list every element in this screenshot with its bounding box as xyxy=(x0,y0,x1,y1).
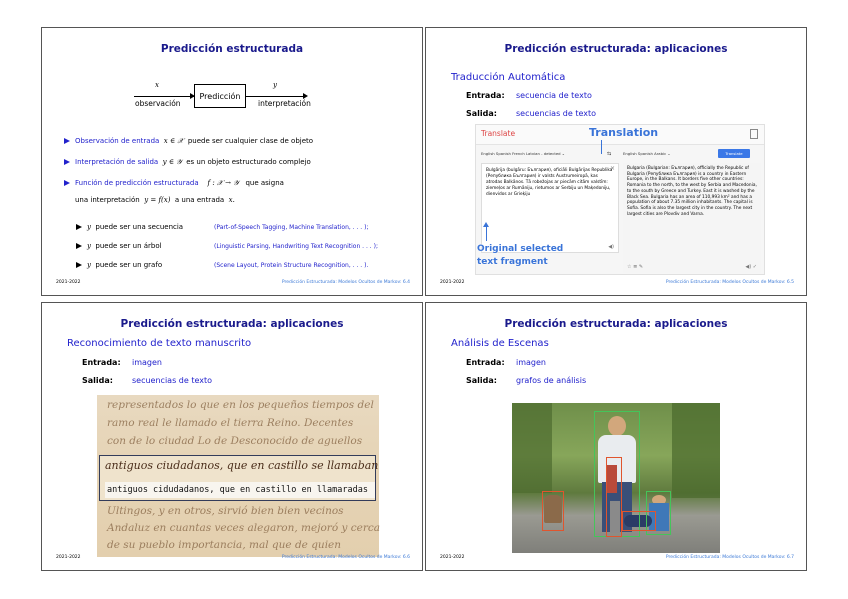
diagram-x-label: x xyxy=(155,81,159,89)
output-row xyxy=(466,376,586,385)
output-value: secuencias de texto xyxy=(132,376,213,385)
speaker-icon: ◀) ✓ xyxy=(745,264,757,271)
slide-analisis-escenas xyxy=(425,302,807,571)
footer-course: Predicción Estructurada: Modelos Ocultos de Markov: 6.6 xyxy=(281,555,410,560)
output-label: Salida: xyxy=(466,376,497,385)
input-label: Entrada: xyxy=(82,358,121,367)
target-text: Bulgaria (Bulgarian: България), officially the Republic of Bulgaria (Република България) is a country in Eastern Europe, in the Balkans. It borders five other countries: Romania to the north, to the west by Serbia and Macedonia, to the south by Greece and Turkey. East it is washed by the Black Sea. Bulgaria has an area of 110,993 km² and has a population of about 7.35 million inhabitants. The capital is Sofia. Sofia is also the largest city in the country. The next largest cities are Plovdiv and Varna. xyxy=(627,166,757,217)
source-text: Bulgārija (bulgāru: България), oficiāli Bulgārijas Republika (Република България) ir valsts Austrumeiropā, kas atrodas Balkānos. Tā robežojas ar piecām citām valstīm: ziemeļos ar Rumāniju, rietumos ar Serbiju un Maķedoniju, dienvidos ar Grieķiju xyxy=(486,168,613,197)
slide-traduccion-automatica xyxy=(425,27,807,296)
input-value: imagen xyxy=(516,358,546,367)
bullet-text: a una entrada xyxy=(174,196,225,204)
output-label: Salida: xyxy=(466,109,497,118)
input-row xyxy=(466,91,592,100)
bullet-interpretacion xyxy=(64,158,311,167)
slide-title: Predicción estructurada: aplicaciones xyxy=(504,43,728,55)
slide-reconocimiento-manuscrito xyxy=(41,302,423,571)
bullet-math: x. xyxy=(228,196,235,204)
sub-bullet-text: puede ser un grafo xyxy=(95,261,163,269)
input-label: Entrada: xyxy=(466,358,505,367)
input-label: Entrada: xyxy=(466,91,505,100)
sub-bullet-arrow-icon xyxy=(76,243,82,249)
callout-original-line1: Original selected xyxy=(477,244,564,254)
slide-title: Predicción estructurada xyxy=(160,43,304,55)
section-heading: Reconocimiento de texto manuscrito xyxy=(67,338,252,349)
arrowhead-icon xyxy=(483,222,489,227)
document-icon xyxy=(750,129,758,139)
sub-bullet-text: puede ser una secuencia xyxy=(95,223,184,231)
dog-bbox xyxy=(542,491,564,531)
input-row xyxy=(82,358,162,367)
slide-title: Predicción estructurada: aplicaciones xyxy=(504,318,728,330)
bullet-arrow-icon xyxy=(64,138,70,144)
slide-title: Predicción estructurada: aplicaciones xyxy=(120,318,344,330)
leash-bbox xyxy=(606,457,622,537)
bullet-text: puede ser cualquier clase de objeto xyxy=(187,137,314,145)
footer-course: Predicción Estructurada: Modelos Ocultos de Markov: 6.5 xyxy=(665,280,794,285)
bullet-funcion xyxy=(64,179,284,188)
transcription-text: antiguos cidudadanos, que en castillo en llamaradas xyxy=(105,482,375,498)
bullet-text: Interpretación de salida xyxy=(75,158,159,166)
input-value: secuencia de texto xyxy=(516,91,592,100)
sub-bullet-text: puede ser un árbol xyxy=(95,242,162,250)
bullet-text: Función de predicción estructurada xyxy=(75,179,199,187)
translate-app-name: Translate xyxy=(481,129,516,138)
bullet-arrow-icon xyxy=(64,159,70,165)
bullet-text: es un objeto estructurado complejo xyxy=(186,158,311,166)
highlighted-handwriting: antiguos ciudadanos, que en castillo se llamaban xyxy=(105,459,379,472)
output-row xyxy=(466,109,596,118)
sub-bullet-examples: (Part-of-Speech Tagging, Machine Translation, . . . ); xyxy=(214,224,369,231)
callout-arrow xyxy=(601,140,602,154)
close-icon: × xyxy=(609,165,615,172)
manuscript-line: representados lo que en los pequeños tiempos del xyxy=(107,399,374,411)
footer-year: 2021-2022 xyxy=(56,280,81,285)
input-value: imagen xyxy=(132,358,162,367)
diagram-input-arrow xyxy=(134,96,194,97)
tree-shape xyxy=(672,403,720,498)
sub-bullet-math: y xyxy=(87,261,91,269)
bullet-text: que asigna xyxy=(245,179,284,187)
sub-bullet-examples: (Linguistic Parsing, Handwriting Text Recognition . . . ); xyxy=(214,243,378,250)
sub-bullet-examples: (Scene Layout, Protein Structure Recognition, . . . ). xyxy=(214,262,369,269)
footer-year: 2021-2022 xyxy=(440,555,465,560)
manuscript-line: con de lo ciudad Lo de Desconocido de aguellos xyxy=(107,435,363,447)
output-value: grafos de análisis xyxy=(516,376,587,385)
sub-bullet-arbol xyxy=(76,242,162,250)
diagram-output-arrow xyxy=(246,96,306,97)
prediction-box: Predicción xyxy=(194,84,246,108)
section-heading: Traducción Automática xyxy=(451,72,566,83)
slide-prediccion-estructurada xyxy=(41,27,423,296)
swap-languages-icon: ⇆ xyxy=(607,151,612,157)
bullet-observacion xyxy=(64,137,313,146)
sub-bullet-secuencia xyxy=(76,223,183,231)
output-row xyxy=(82,376,212,385)
target-text-box xyxy=(623,163,761,273)
translate-button: Translate xyxy=(718,149,750,158)
bullet-math: x ∈ 𝒳 xyxy=(163,137,184,145)
bullet-funcion-line2 xyxy=(75,196,235,204)
diagram-input-caption: observación xyxy=(135,99,181,108)
diagram-output-caption: interpretación xyxy=(258,99,311,108)
section-heading: Análisis de Escenas xyxy=(451,338,549,349)
sub-bullet-grafo xyxy=(76,261,162,269)
manuscript-line: Ultingos, y en otros, sirvió bien bien vecinos xyxy=(107,505,344,517)
manuscript-line: Andaluz en cuantas veces alegaron, mejoró y cerca xyxy=(107,522,381,534)
tree-shape xyxy=(512,403,552,493)
bullet-math: f : 𝒳 → 𝒴 xyxy=(207,179,239,187)
car-bbox xyxy=(622,511,656,531)
footer-course: Predicción Estructurada: Modelos Ocultos de Markov: 6.7 xyxy=(665,555,794,560)
manuscript-line: de su pueblo importancia, mal que de quien xyxy=(107,539,342,551)
bullet-math: y = f(x) xyxy=(144,196,171,204)
source-language-tabs: English Spanish French Latvian - detected ⌄ xyxy=(481,151,565,156)
output-label: Salida: xyxy=(82,376,113,385)
sub-bullet-arrow-icon xyxy=(76,262,82,268)
footer-year: 2021-2022 xyxy=(56,555,81,560)
callout-original-line2: text fragment xyxy=(477,257,548,267)
diagram-y-label: y xyxy=(273,81,277,89)
bullet-text: Observación de entrada xyxy=(75,137,160,145)
bullet-text: una interpretación xyxy=(75,196,140,204)
sub-bullet-math: y xyxy=(87,223,91,231)
input-row xyxy=(466,358,546,367)
target-language-tabs: English Spanish Arabic ⌄ xyxy=(623,151,671,156)
footer-course: Predicción Estructurada: Modelos Ocultos de Markov: 6.4 xyxy=(281,280,410,285)
highlighted-line-box xyxy=(99,455,379,501)
speaker-icon: ◀) xyxy=(608,244,614,250)
manuscript-image xyxy=(97,395,379,557)
callout-translation: Translation xyxy=(589,126,659,139)
output-value: secuencias de texto xyxy=(516,109,597,118)
star-icon: ☆ ≣ ✎ xyxy=(627,264,644,271)
footer-year: 2021-2022 xyxy=(440,280,465,285)
source-text-box xyxy=(481,163,619,253)
scene-photo xyxy=(512,403,720,553)
bullet-math: y ∈ 𝒴 xyxy=(162,158,182,166)
bullet-arrow-icon xyxy=(64,180,70,186)
sub-bullet-math: y xyxy=(87,242,91,250)
sub-bullet-arrow-icon xyxy=(76,224,82,230)
manuscript-line: ramo real le llamado el tierra Reino. Decentes xyxy=(107,417,354,429)
